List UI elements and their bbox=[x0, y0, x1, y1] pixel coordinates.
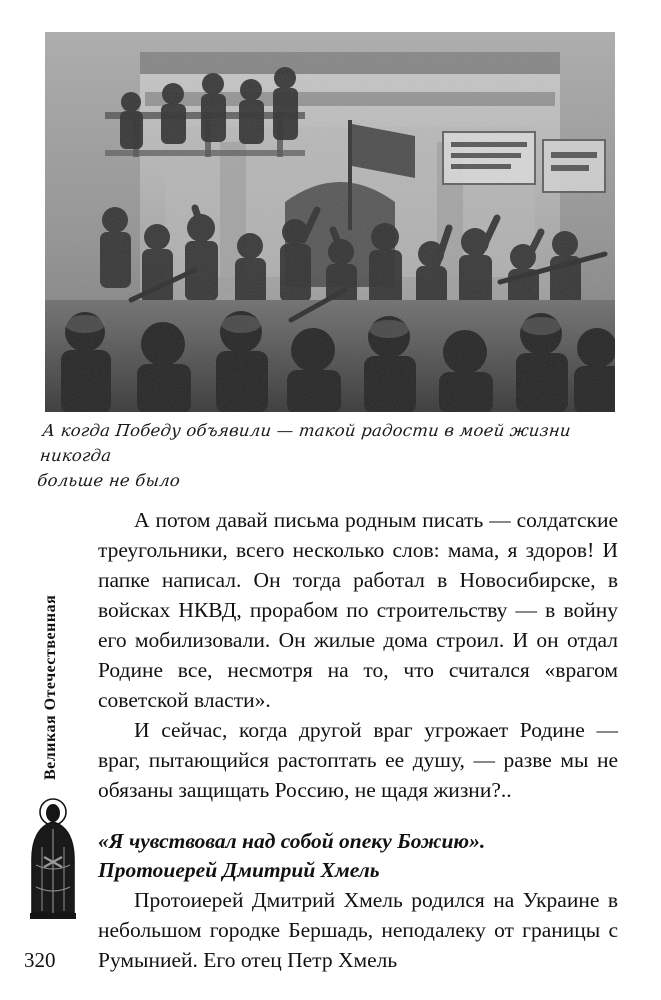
photo-caption-line-1: А когда Победу объявили — такой радости в моей жизни никогда bbox=[39, 421, 572, 465]
victory-celebration-photograph bbox=[45, 32, 615, 412]
photo-illustration bbox=[45, 32, 615, 412]
subheading-line-2: Протоиерей Дмитрий Хмель bbox=[98, 858, 380, 882]
paragraph: И сейчас, когда другой враг угрожает Родине — враг, пытающийся растоптать ее душу, — разве мы не обязаны защищать Россию, не щадя жизни?.. bbox=[98, 718, 618, 802]
running-head bbox=[22, 520, 59, 780]
section-subheading bbox=[98, 827, 618, 885]
subheading-line-1: «Я чувствовал над собой опеку Божию». bbox=[98, 829, 486, 853]
saint-icon bbox=[22, 795, 84, 925]
text-column bbox=[98, 505, 618, 975]
saint-figure-ornament bbox=[22, 795, 84, 925]
photo-caption-line-2: больше не было bbox=[36, 471, 182, 490]
page-number: 320 bbox=[24, 948, 56, 972]
paragraph: Протоиерей Дмитрий Хмель родился на Украине в небольшом городке Бершадь, неподалеку от границы с Румынией. Его отец Петр Хмель bbox=[98, 888, 618, 972]
photo-caption bbox=[36, 418, 629, 493]
running-head-label: Великая Отечественная bbox=[42, 594, 59, 780]
paragraph: А потом давай письма родным писать — солдатские треугольники, всего несколько слов: мама, я здоров! И папке написал. Он тогда работал в Новосибирске, в войсках НКВД, прорабом по строительству — в войну его мобилизовали. Он жилые дома строил. И он отдал Родине все, несмотря на то, что считался «врагом советской власти». bbox=[98, 508, 618, 712]
